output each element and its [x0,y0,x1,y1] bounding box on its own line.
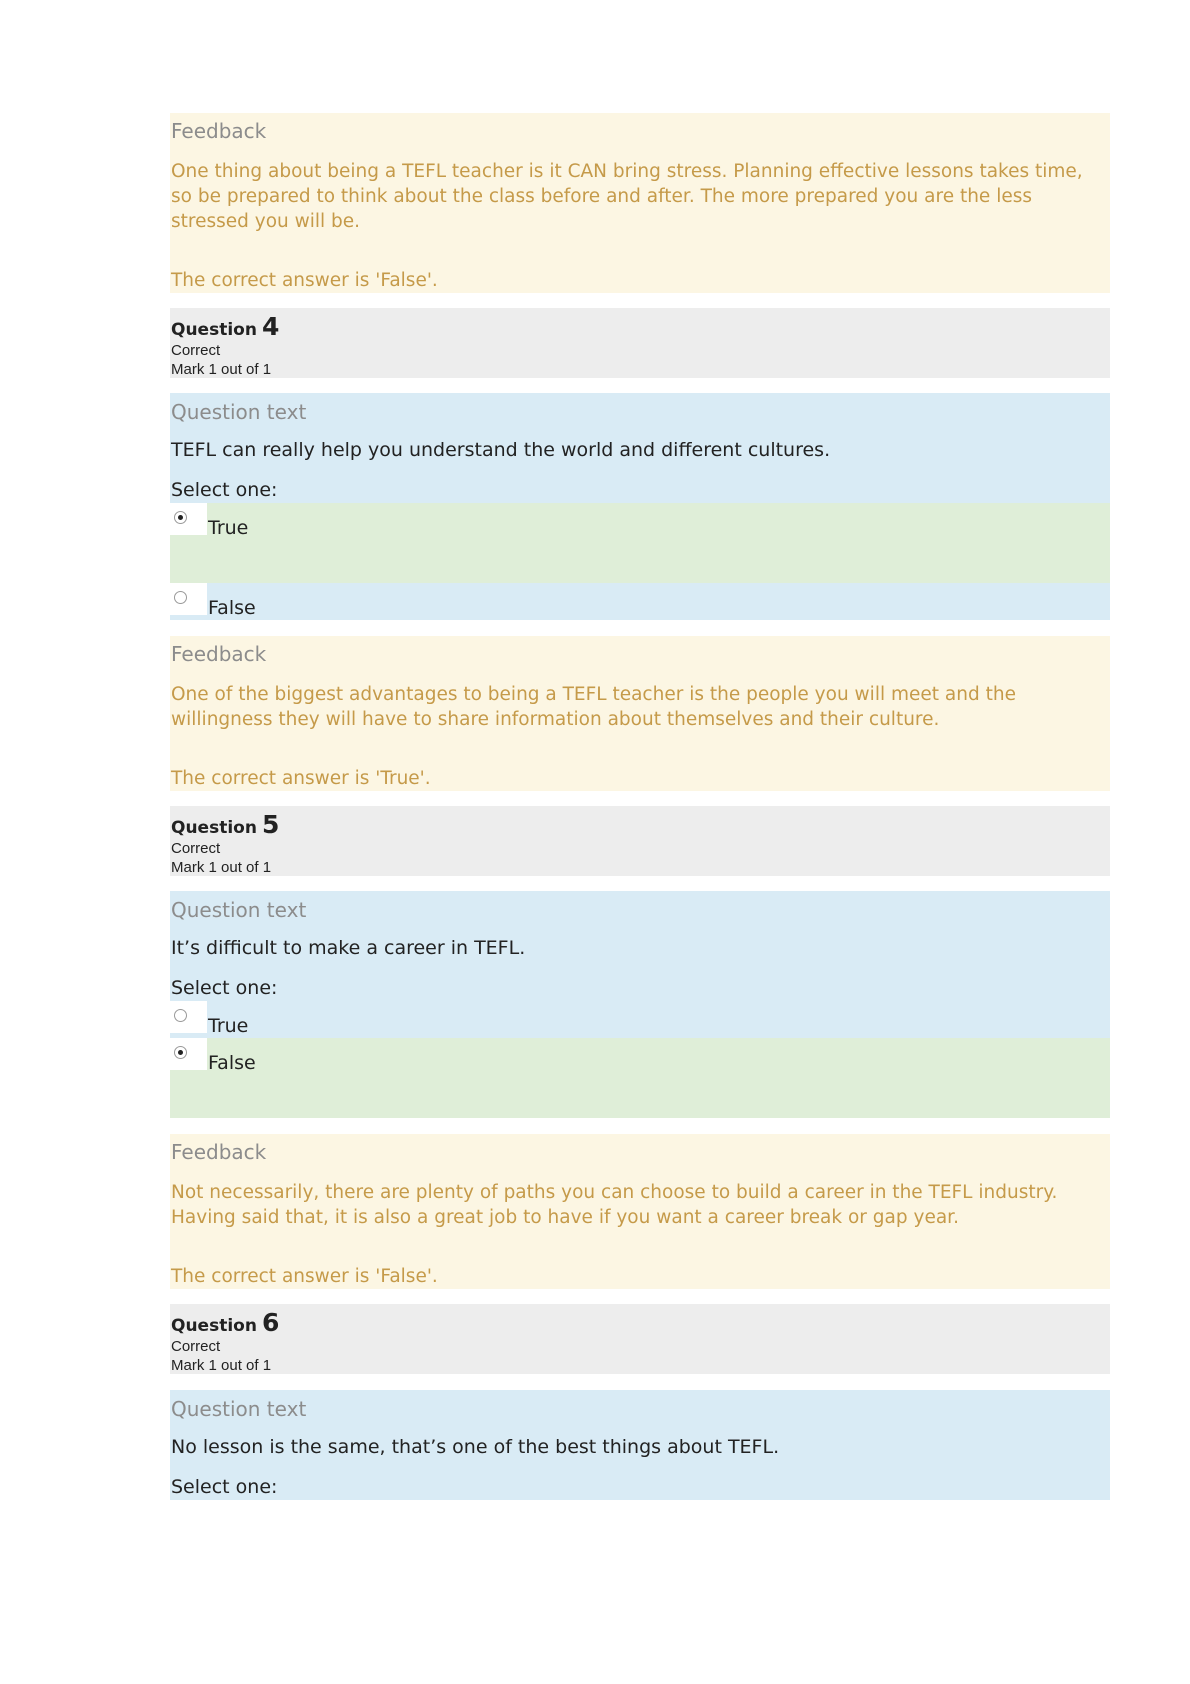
feedback-text: One of the biggest advantages to being a TEFL teacher is the people you will meet and the willingness they will have to share information about themselves and their culture. [171,684,1016,730]
question-number: 6 [262,1308,280,1337]
radio-button[interactable] [174,1009,187,1022]
question-text-panel-q6 [170,1390,1110,1500]
radio-button-checked[interactable] [174,511,187,524]
feedback-panel-q4 [170,636,1110,791]
radio-box [170,1001,207,1033]
question-number: 5 [262,810,280,839]
question-mark: Mark 1 out of 1 [171,1357,272,1374]
question-mark: Mark 1 out of 1 [171,859,272,876]
select-one-label: Select one: [171,1476,278,1498]
answer-option-true[interactable] [170,503,1110,583]
option-label: True [208,517,249,539]
question-text-title: Question text [171,898,307,922]
question-text-panel-q5 [170,891,1110,1118]
feedback-text: One thing about being a TEFL teacher is it CAN bring stress. Planning effective lessons takes time, so be prepared to think about the class before and after. The more prepared you are the less stressed you will be. [171,161,1083,232]
question-label: Question [171,320,257,340]
feedback-title: Feedback [171,1140,267,1164]
answer-option-true[interactable] [170,1001,1110,1038]
option-label: False [208,597,256,619]
feedback-panel-q3 [170,113,1110,293]
question-text-panel-q4 [170,393,1110,620]
question-text-title: Question text [171,400,307,424]
correct-answer-text: The correct answer is 'False'. [171,1266,438,1287]
radio-button-checked[interactable] [174,1046,187,1059]
answer-option-false[interactable] [170,1038,1110,1118]
feedback-text: Not necessarily, there are plenty of paths you can choose to build a career in the TEFL industry. Having said that, it is also a great job to have if you want a career break or gap year. [171,1182,1058,1228]
question-label: Question [171,1316,257,1336]
option-label: False [208,1052,256,1074]
answer-option-false[interactable] [170,583,1110,620]
question-info-q4 [170,308,1110,378]
radio-box [170,503,207,535]
radio-box [170,583,207,615]
correct-answer-text: The correct answer is 'True'. [171,768,431,789]
question-heading [171,312,279,341]
question-info-q5 [170,806,1110,876]
question-state: Correct [171,342,221,359]
question-state: Correct [171,1338,221,1355]
radio-button[interactable] [174,591,187,604]
question-label: Question [171,818,257,838]
option-label: True [208,1015,249,1037]
select-one-label: Select one: [171,977,278,999]
radio-box [170,1038,207,1070]
question-text: No lesson is the same, that’s one of the best things about TEFL. [171,1436,780,1458]
feedback-title: Feedback [171,642,267,666]
question-heading [171,810,279,839]
feedback-title: Feedback [171,119,267,143]
question-heading [171,1308,279,1337]
select-one-label: Select one: [171,479,278,501]
correct-answer-text: The correct answer is 'False'. [171,270,438,291]
question-mark: Mark 1 out of 1 [171,361,272,378]
question-text-title: Question text [171,1397,307,1421]
question-state: Correct [171,840,221,857]
question-text: TEFL can really help you understand the world and different cultures. [171,439,831,461]
question-number: 4 [262,312,280,341]
feedback-panel-q5 [170,1134,1110,1289]
question-info-q6 [170,1304,1110,1374]
question-text: It’s difficult to make a career in TEFL. [171,937,526,959]
